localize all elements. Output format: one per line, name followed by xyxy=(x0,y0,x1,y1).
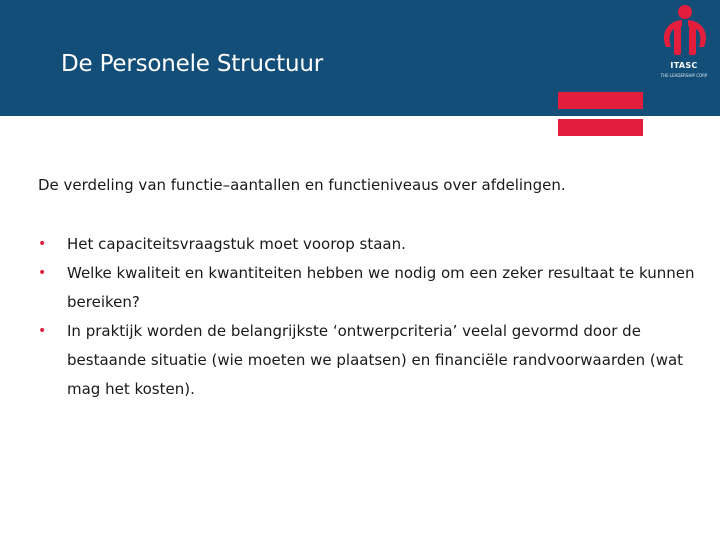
bullet-list xyxy=(38,230,708,404)
bullet-marker: • xyxy=(38,236,47,252)
accent-bar-bottom xyxy=(558,119,643,136)
bullet-text: Het capaciteitsvraagstuk moet voorop staan. xyxy=(67,235,406,253)
slide-subtitle: De verdeling van functie–aantallen en functieniveaus over afdelingen. xyxy=(38,176,566,194)
accent-bar-top xyxy=(558,92,643,109)
bullet-text: In praktijk worden de belangrijkste ‘ontwerpcriteria’ veelal gevormd door de bestaande situatie (wie moeten we plaatsen) en financiële randvoorwaarden (wat mag het kosten). xyxy=(67,322,684,398)
itasc-logo-icon xyxy=(652,3,716,59)
itasc-logo xyxy=(652,3,716,83)
logo-tagline: THE LEADERSHIP CORP xyxy=(660,73,708,78)
bullet-marker: • xyxy=(38,265,47,281)
bullet-text: Welke kwaliteit en kwantiteiten hebben we nodig om een zeker resultaat te kunnen bereiken? xyxy=(67,264,695,311)
bullet-marker: • xyxy=(38,323,47,339)
slide-title: De Personele Structuur xyxy=(61,51,323,77)
bullet-item xyxy=(38,259,708,317)
bullet-item xyxy=(38,230,708,259)
logo-name: ITASC xyxy=(670,61,698,70)
bullet-item xyxy=(38,317,708,404)
